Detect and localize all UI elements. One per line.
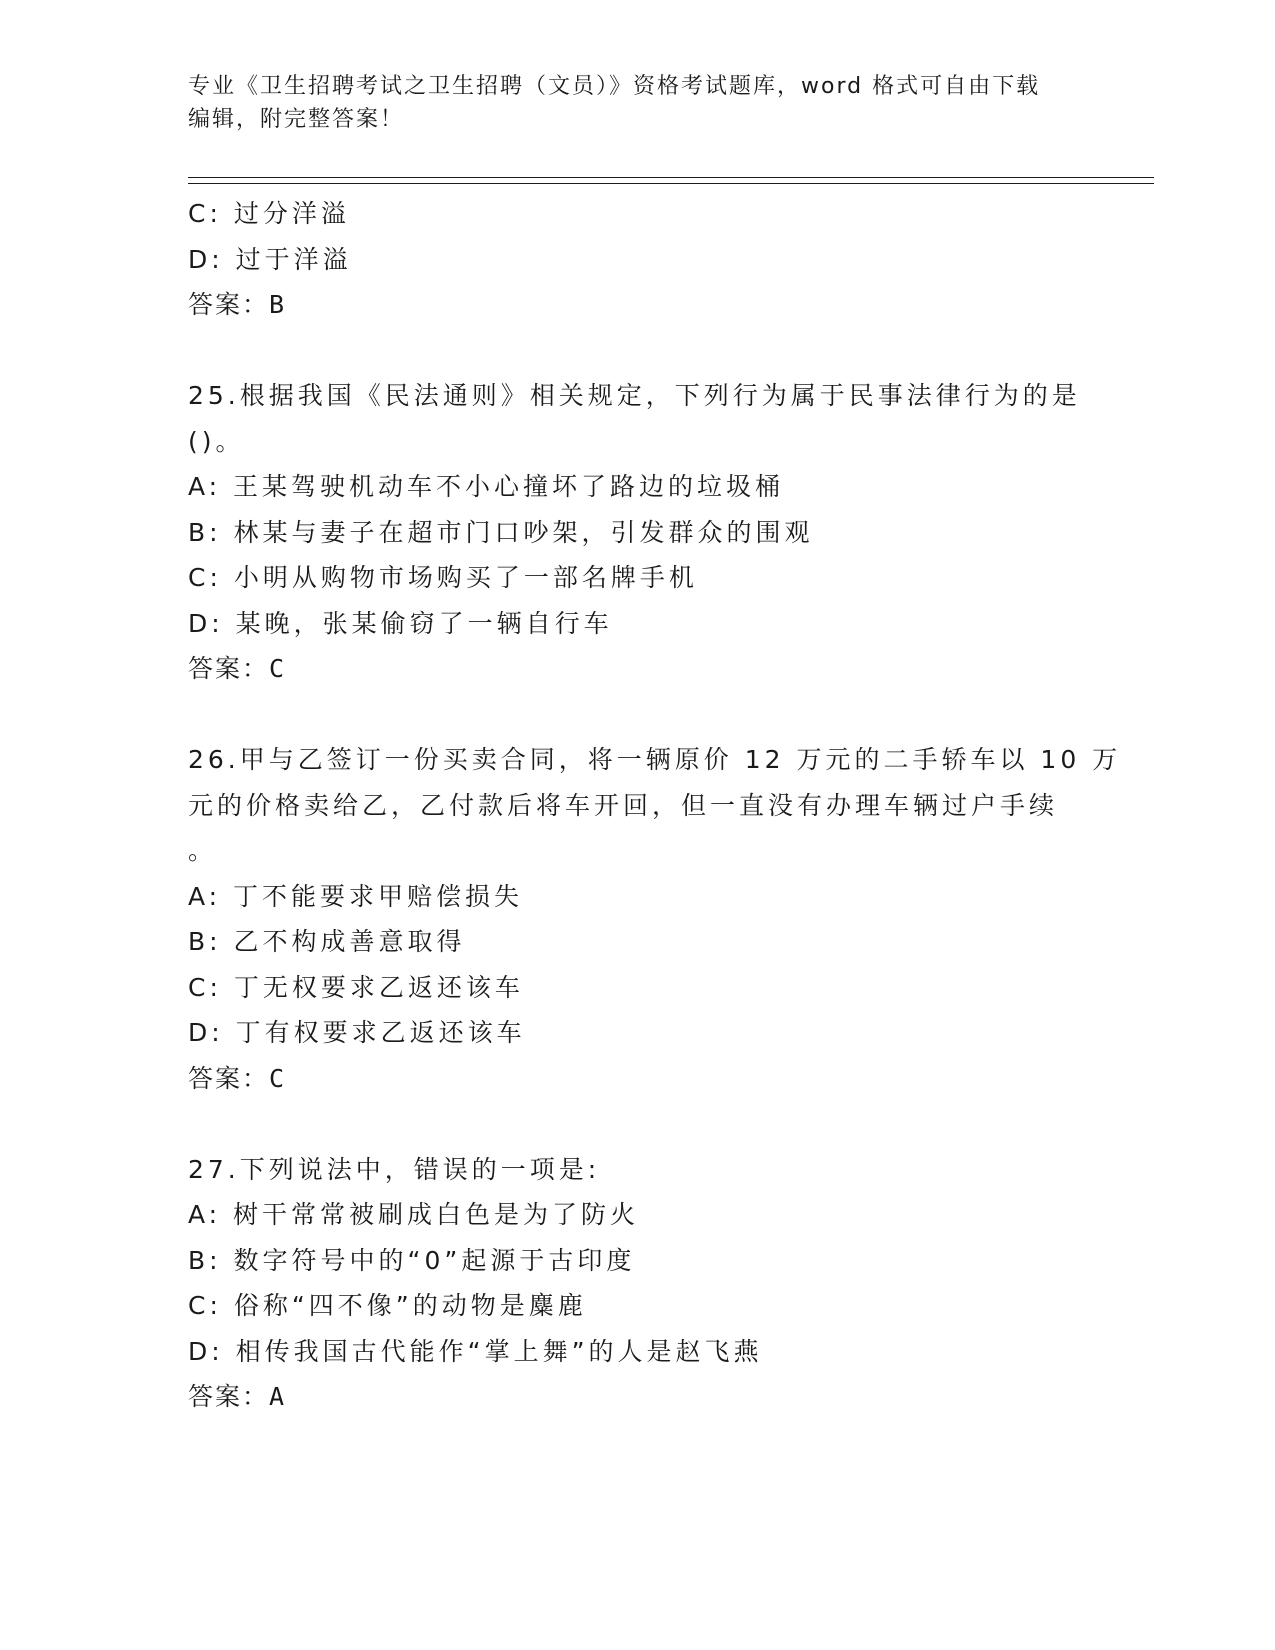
- option-d: D: 某晚，张某偷窃了一辆自行车: [188, 608, 613, 638]
- header-divider-top: [188, 177, 1154, 178]
- option-c: C: 小明从购物市场购买了一部名牌手机: [188, 563, 698, 592]
- answer-value: A: [269, 1382, 287, 1411]
- option-c: C: 过分洋溢: [188, 199, 350, 228]
- answer-value: C: [269, 654, 287, 683]
- option-b: B: 林某与妻子在超市门口吵架，引发群众的围观: [188, 517, 814, 547]
- question-26: [188, 737, 1122, 1101]
- question-25: [188, 373, 1088, 692]
- option-d: D: 相传我国古代能作“掌上舞”的人是赵飞燕: [188, 1336, 763, 1366]
- header-divider-bottom: [188, 183, 1154, 184]
- answer-label: 答案：: [188, 1063, 270, 1093]
- question-content: [188, 191, 1122, 1420]
- question-stem: 元的价格卖给乙，乙付款后将车开回，但一直没有办理车辆过户手续: [188, 790, 1059, 820]
- answer-label: 答案：: [188, 1382, 270, 1411]
- option-d: D: 丁有权要求乙返还该车: [188, 1018, 526, 1047]
- spacer: [188, 1101, 1088, 1147]
- question-stem: 27.下列说法中，错误的一项是:: [188, 1154, 601, 1184]
- question-stem: 25.根据我国《民法通则》相关规定，下列行为属于民事法律行为的是: [188, 381, 1081, 410]
- answer-line: [188, 282, 1088, 328]
- spacer: [188, 328, 1088, 374]
- header-line-1: 专业《卫生招聘考试之卫生招聘（文员）》资格考试题库，word 格式可自由下载: [188, 74, 1041, 99]
- option-b: B: 乙不构成善意取得: [188, 927, 466, 956]
- option-a: A: 树干常常被刷成白色是为了防火: [188, 1200, 640, 1229]
- answer-line: [188, 646, 1088, 692]
- question-27: [188, 1147, 1088, 1420]
- page-header: [188, 70, 1088, 136]
- header-line-2: 编辑，附完整答案！: [188, 107, 405, 132]
- question-stem: 26.甲与乙签订一份买卖合同，将一辆原价 12 万元的二手轿车以 10 万: [188, 745, 1122, 774]
- question-stem: 。: [188, 836, 218, 865]
- answer-line: [188, 1056, 1088, 1102]
- answer-value: C: [269, 1063, 287, 1093]
- option-b: B: 数字符号中的“0”起源于古印度: [188, 1245, 636, 1275]
- option-c: C: 丁无权要求乙返还该车: [188, 972, 524, 1002]
- spacer: [188, 692, 1088, 738]
- answer-line: [188, 1374, 1088, 1420]
- option-c: C: 俗称“四不像”的动物是麋鹿: [188, 1291, 587, 1320]
- question-stem: ()。: [188, 426, 245, 456]
- option-a: A: 王某驾驶机动车不小心撞坏了路边的垃圾桶: [188, 472, 785, 501]
- answer-label: 答案：: [188, 290, 270, 319]
- option-a: A: 丁不能要求甲赔偿损失: [188, 881, 524, 911]
- option-d: D: 过于洋溢: [188, 244, 352, 274]
- answer-value: B: [269, 290, 287, 319]
- question-24-tail: [188, 191, 1088, 328]
- answer-label: 答案：: [188, 654, 270, 683]
